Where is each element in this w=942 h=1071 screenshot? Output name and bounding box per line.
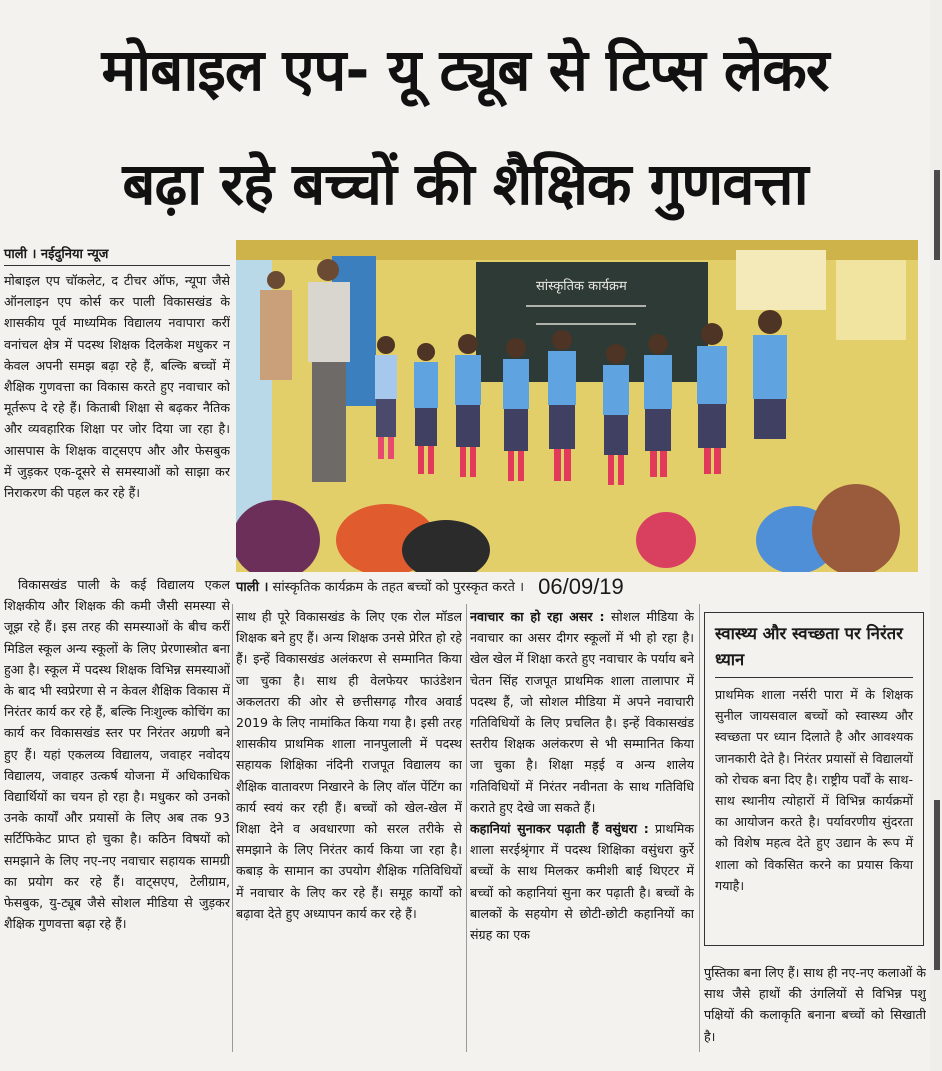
photo-caption <box>236 575 694 599</box>
article-intro <box>4 270 230 570</box>
article-photo <box>236 240 918 572</box>
caption-place: पाली । <box>236 580 269 595</box>
sidebar-box <box>704 612 924 946</box>
subhead-stories: कहानियां सुनाकर पढ़ाती हैं वसुंधरा : <box>470 821 649 837</box>
byline: पाली । नईदुनिया न्यूज <box>4 244 230 266</box>
subhead-innovation: नवाचार का हो रहा असर : <box>470 609 605 624</box>
column-2-text: साथ ही पूरे विकासखंड के लिए एक रोल मॉडल शिक्षक बने हुए हैं। अन्य शिक्षक उनसे प्रेरित हो रहे हैं। इन्हें विकासखंड अलंकरण से सम्मानित किया जा चुका है। साथ ही वेलफेयर फाउंडेशन अकलतरा की ओर से छत्तीसगढ़ गौरव अवार्ड 2019 के लिए नामांकित किया गया है। इसी तरह शासकीय प्राथमिक शाला नानपुलाली में पदस्थ सहायक शिक्षिका नंदिनी राजपूत विद्यालय का शैक्षिक वातावरण निखारने के लिए वॉल पेंटिंग का कार्य स्वयं कर रही हैं। बच्चों को खेल-खेल में शिक्षा देने व अवधारणा को सरल तरीके से समझाने के लिए निरंतर कार्य किया जा रहा है। कबाड़ के सामान का उपयोग शैक्षिक गतिविधियों में नवाचार के लिए कर रहे हैं। समूह कार्यों को बढ़ावा देते हुए अध्यापन कार्य कर रहे हैं। <box>236 609 462 921</box>
column-3a-text: सोशल मीडिया के नवाचार का असर दीगर स्कूलों में भी हो रहा है। खेल खेल में शिक्षा करते हुए नवाचार के पर्याय बने चेतन सिंह राजपूत प्राथमिक शाला तालापार में पदस्थ हैं, जो सोशल मीडिया में अपने नवाचारी गतिविधियों के लिए प्रचलित है। इन्हें विकासखंड स्तरीय शिक्षक अलंकरण से भी सम्मानित किया जा चुका है। शिक्षा मड़ई व अन्य शालेय गतिविधियों में निरंतर नवीनता के साथ गतिविधि कराते हुए देखे जा सकते हैं। <box>470 609 694 815</box>
sidebar-box-body: प्राथमिक शाला नर्सरी पारा में के शिक्षक सुनील जायसवाल बच्चों को स्वास्थ्य और स्वच्छता पर ध्यान दिलाते है और आवश्यक जानकारी देते है। निरंतर प्रयासों से विद्यालयों को रोचक बना दिए है। राष्ट्रीय पर्वों के साथ-साथ स्थानीय त्योहारों में विभिन्न कार्यक्रमों का आयोजन करते है। पर्यावरणीय सुंदरता को विशेष महत्व देते हुए उद्यान के रूप में शाला को विकसित करने का प्रयास किया गयाहै। <box>715 687 913 893</box>
column-rule <box>232 604 233 1052</box>
article-column-3 <box>470 606 694 1056</box>
column-4-text: पुस्तिका बना लिए हैं। साथ ही नए-नए कलाओं के साथ जैसे हाथों की उंगलियों से विभिन्न पशु पक्षियों की कलाकृति बनाना बच्चों को सिखाती है। <box>704 965 926 1044</box>
headline-line-2: बढ़ा रहे बच्चों की शैक्षिक गुणवत्ता <box>122 150 808 218</box>
edge-mark <box>934 170 940 260</box>
intro-paragraph: मोबाइल एप चॉकलेट, द टीचर ऑफ, न्यूपा जैसे ऑनलाइन एप कोर्स कर पाली विकासखंड के शासकीय पूर्व माध्यमिक विद्यालय नवापारा करीं वनांचल क्षेत्र में पदस्थ शिक्षक दिलकेश मधुकर न केवल अपनी समझ बढ़ा रहे हैं, बल्कि बच्चों में शैक्षिक गुणवत्ता का विकास करते हुए नवाचार को मूर्तरूप दे रहे हैं। किताबी शिक्षा से बढ़कर नैतिक और व्यवहारिक शिक्षा पर जोर दिया जा रहा है। आसपास के शिक्षक वाट्सएप और और फेसबुक में जुड़कर एक-दूसरे से समस्याओं को साझा कर निराकरण की पहल कर रहे हैं। <box>4 273 230 501</box>
edge-mark <box>934 800 940 970</box>
column-3b-text: प्राथमिक शाला सरईश्रृंगार में पदस्थ शिक्षिका वसुंधरा कुर्रे बच्चों के साथ मिलकर कमीशी बाई थिएटर में बच्चों को कहानियां सुना कर पढ़ाती है। बच्चों के बालकों के सहयोग से छोटी-छोटी कहानियों का संग्रह का एक <box>470 821 694 943</box>
article-column-2 <box>236 606 462 1056</box>
caption-date: 06/09/19 <box>538 574 624 599</box>
sidebar-box-title: स्वास्थ्य और स्वच्छता पर निरंतर ध्यान <box>715 621 913 678</box>
article-column-1 <box>4 574 230 1054</box>
column-rule <box>699 604 700 1052</box>
column-rule <box>466 604 467 1052</box>
caption-text: सांस्कृतिक कार्यक्रम के तहत बच्चों को पुरस्कृत करते । <box>272 580 524 595</box>
article-column-4 <box>704 962 926 1052</box>
column-1-text: विकासखंड पाली के कई विद्यालय एकल शिक्षकीय और शिक्षक की कमी जैसी समस्या से जूझ रहे हैं। इस तरह की समस्याओं के बीच करीं मिडिल स्कूल अन्य स्कूलों के लिए प्रेरणास्त्रोत बना हुआ है। स्कूल में पदस्थ शिक्षक विभिन्न समस्याओं के बाद भी स्वप्रेरणा से न केवल शैक्षिक विकास में निरंतर कार्य कर रहे हैं, बल्कि निःशुल्क कोचिंग का कार्य कर विकासखंड स्तर पर निरंतर अग्रणी बने हुए हैं। यहां एकलव्य विद्यालय, जवाहर नवोदय विद्यालय, जवाहर उत्कर्ष योजना में अधिकाधिक विद्यार्थियों का चयन हो रहा है। मधुकर को उनको उनके कार्यों और प्रयासों के लिए अब तक 93 सर्टिफिकेट प्राप्त हो चुका है। कठिन विषयों को समझाने के लिए नए-नए नवाचार सहायक सामग्री का प्रयोग कर रहे हैं। वाट्सएप, टेलीग्राम, फेसबुक, यु-ट्यूब जैसे सोशल मीडिया से जुड़कर शैक्षिक गुणवत्ता बढ़ा रहे हैं। <box>4 577 230 932</box>
adjacent-page-edge <box>930 0 942 1071</box>
photo-illustration <box>236 240 918 572</box>
blackboard-text: सांस्कृतिक कार्यक्रम <box>536 279 627 294</box>
headline-line-1: मोबाइल एप- यू ट्यूब से टिप्स लेकर <box>101 36 829 104</box>
